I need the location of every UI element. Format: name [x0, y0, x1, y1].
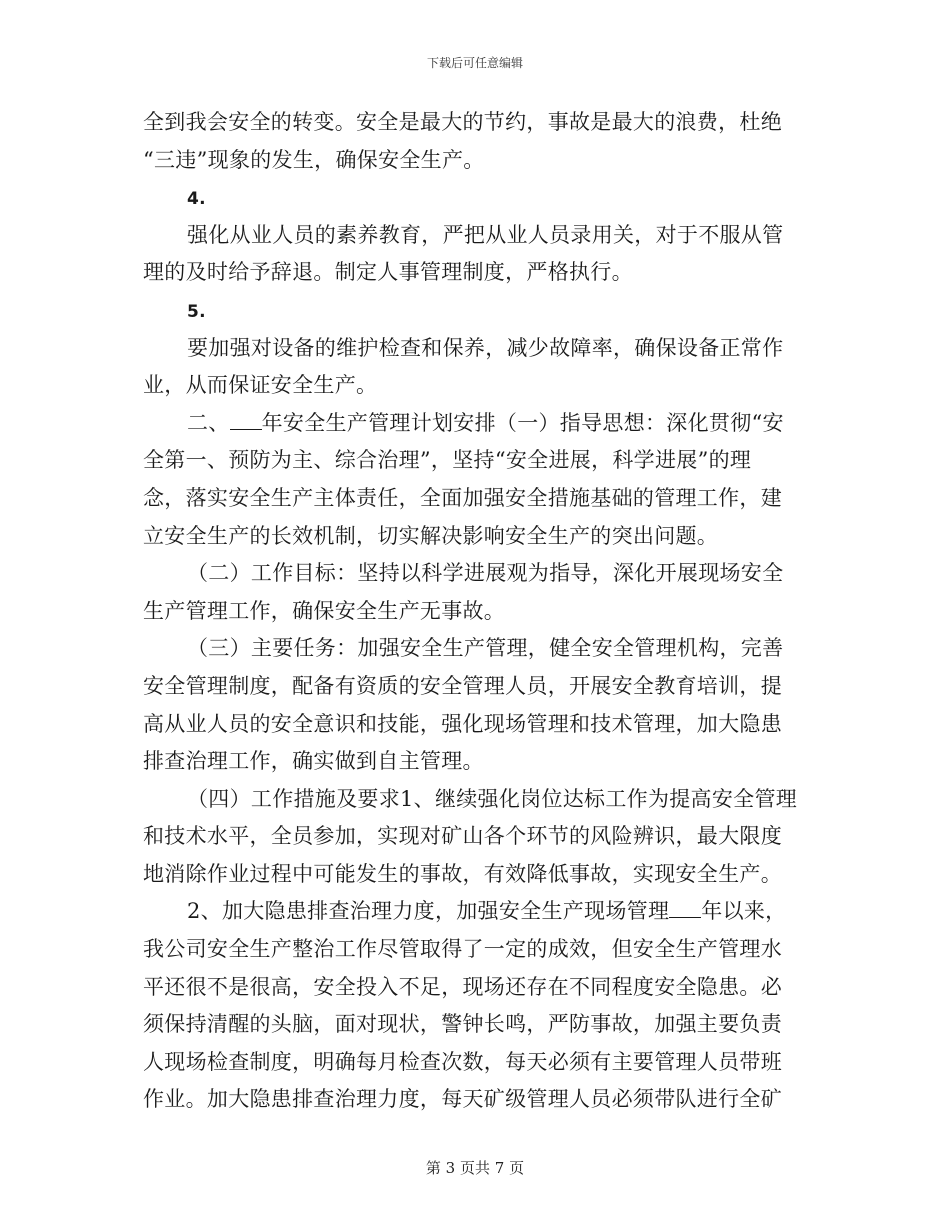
document-body: [143, 104, 813, 1119]
text-line: 业，从而保证安全生产。: [143, 373, 378, 398]
text-line: 我公司安全生产整治工作尽管取得了一定的成效，但安全生产管理水: [143, 937, 782, 962]
text-line: 须保持清醒的头脑，面对现状，警钟长鸣，严防事故，加强主要负责: [143, 1012, 782, 1037]
page-header: 下载后可任意编辑: [426, 56, 523, 70]
text-line: 安全管理制度，配备有资质的安全管理人员，开展安全教育培训，提: [143, 673, 782, 698]
text-line: 平还很不是很高，安全投入不足，现场还存在不同程度安全隐患。必: [143, 974, 782, 999]
text-line: （三）主要任务：加强安全生产管理，健全安全管理机构，完善: [187, 636, 784, 661]
text-line: 生产管理工作，确保安全生产无事故。: [143, 598, 506, 623]
section-number-label: 4.: [187, 189, 206, 210]
text-line: 立安全生产的长效机制，切实解决影响安全生产的突出问题。: [143, 523, 719, 548]
text-line: 和技术水平，全员参加，实现对矿山各个环节的风险辨识，最大限度: [143, 824, 782, 849]
text-line: 人现场检查制度，明确每月检查次数，每天必须有主要管理人员带班: [143, 1049, 782, 1074]
text-line: 全到我会安全的转变。安全是最大的节约，事故是最大的浪费，杜绝: [143, 110, 782, 134]
text-fragment: 二、: [187, 410, 230, 435]
text-line: “三违”现象的发生，确保安全生产。: [143, 147, 485, 172]
text-line: 排查治理工作，确实做到自主管理。: [143, 749, 484, 774]
text-line: （四）工作措施及要求1、继续强化岗位达标工作为提高安全管理: [187, 786, 798, 811]
text-line: [143, 405, 813, 443]
text-line: 作业。加大隐患排查治理力度，每天矿级管理人员必须带队进行全矿: [143, 1087, 782, 1112]
text-line: 全第一、预防为主、综合治理”，坚持“安全进展，科学进展”的理: [143, 448, 752, 473]
text-fragment: 2、加大隐患排查治理力度，加强安全生产现场管理: [187, 899, 670, 924]
text-line: 要加强对设备的维护检查和保养，减少故障率，确保设备正常作: [187, 335, 784, 360]
text-fragment: 年安全生产管理计划安排（一）指导思想：深化贯彻“安: [261, 410, 784, 435]
blank-underline: [230, 407, 262, 430]
text-line: 念，落实安全生产主体责任，全面加强安全措施基础的管理工作，建: [143, 485, 782, 510]
text-line: 地消除作业过程中可能发生的事故，有效降低事故，实现安全生产。: [143, 861, 782, 886]
text-line: 理的及时给予辞退。制定人事管理制度，严格执行。: [143, 260, 633, 285]
page-footer: 第 3 页共 7 页: [425, 1159, 525, 1177]
text-line: 强化从业人员的素养教育，严把从业人员录用关，对于不服从管: [187, 222, 784, 247]
text-fragment: 年以来，: [701, 899, 787, 924]
section-number: [143, 179, 813, 217]
section-number-label: 5.: [187, 301, 206, 322]
text-line: [143, 893, 813, 931]
text-line: 高从业人员的安全意识和技能，强化现场管理和技术管理，加大隐患: [143, 711, 782, 736]
blank-underline: [669, 895, 701, 918]
section-number: [143, 292, 813, 330]
text-line: （二）工作目标：坚持以科学进展观为指导，深化开展现场安全: [187, 561, 784, 586]
